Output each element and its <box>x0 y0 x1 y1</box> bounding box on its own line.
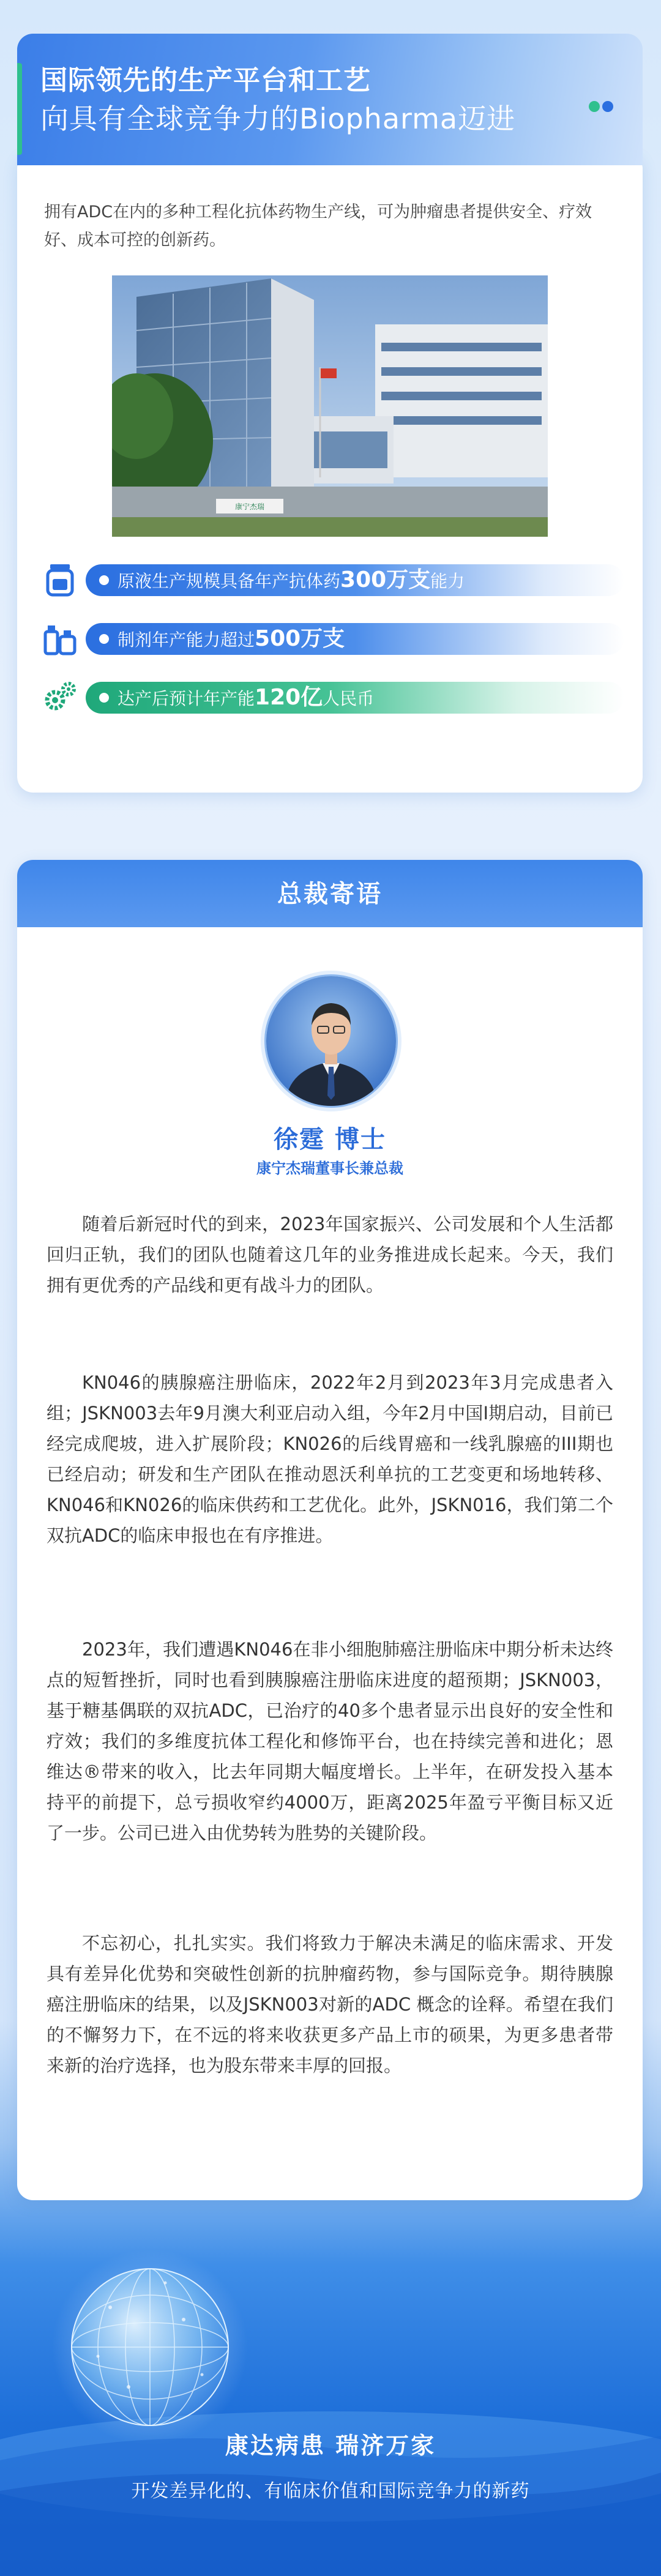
stat-row-capacity <box>42 678 592 716</box>
stat-3-prefix: 达产后预计年产能 <box>118 689 255 709</box>
factory-building-photo <box>112 275 548 537</box>
message-paragraph: 随着后新冠时代的到来，2023年国家振兴、公司发展和个人生活都回归正轨，我们的团队也随着这几年的业务推进成长起来。今天，我们拥有更优秀的产品线和更有战斗力的团队。 <box>47 1214 613 1296</box>
decorative-dots <box>586 101 613 114</box>
stat-1-prefix: 原液生产规模具备年产抗体药 <box>118 571 341 591</box>
ceo-role: 康宁杰瑞董事长兼总裁 <box>256 1160 403 1177</box>
vials-icon <box>42 619 78 657</box>
stat-row-production <box>42 561 592 599</box>
bioreactor-tank-icon <box>42 561 78 599</box>
section-1-title-line2: 向具有全球竞争力的Biopharma迈进 <box>40 102 516 135</box>
stat-2-prefix: 制剂年产能力超过 <box>118 630 255 650</box>
gears-icon <box>42 678 78 716</box>
footer-slogan: 康达病患 瑞济万家 <box>225 2432 436 2459</box>
stat-1-suffix: 能力 <box>430 571 465 591</box>
footer-globe-graphic <box>0 2203 661 2576</box>
ceo-portrait <box>264 974 398 1108</box>
stat-2-value: 500万支 <box>255 626 345 651</box>
section-1-title-line1: 国际领先的生产平台和工艺 <box>40 65 371 96</box>
footer-tagline: 开发差异化的、有临床价值和国际竞争力的新药 <box>131 2481 530 2502</box>
stat-1-value: 300万支 <box>340 567 431 592</box>
message-paragraph: 不忘初心，扎扎实实。我们将致力于解决未满足的临床需求、开发具有差异化优势和突破性创新的抗肿瘤药物，参与国际竞争。期待胰腺癌注册临床的结果，以及JSKN003对新的ADC 概念的诠释。希望在我们的不懈努力下，在不远的将来收获更多产品上市的硕果，为更多患者带来新的治疗选择，也为股东带来丰厚的回报。 <box>47 1933 613 2076</box>
section-2-header <box>17 860 643 927</box>
production-platform-card <box>17 153 643 793</box>
stat-3-suffix: 人民币 <box>323 689 375 709</box>
platform-intro: 拥有ADC在内的多种工程化抗体药物生产线，可为肿瘤患者提供安全、疗效好、成本可控的创新药。 <box>44 203 592 250</box>
section-1-header <box>17 34 643 165</box>
message-paragraph: KN046的胰腺癌注册临床，2022年2月到2023年3月完成患者入组；JSKN003去年9月澳大利亚启动入组，今年2月中国I期启动，目前已经完成爬坡，进入扩展阶段；KN026的后线胃癌和一线乳腺癌的III期也已经启动；研发和生产团队在推动恩沃利单抗的工艺变更和场地转移、KN046和KN026的临床供药和工艺优化。此外，JSKN016，我们第二个双抗ADC的临床申报也在有序推进。 <box>47 1372 613 1546</box>
building-sign-text: 康宁杰瑞 <box>234 502 265 511</box>
stat-row-formulation <box>42 619 592 657</box>
ceo-message-card <box>17 860 643 2200</box>
section-2-title: 总裁寄语 <box>277 880 383 908</box>
stat-3-value: 120亿 <box>255 685 323 710</box>
message-paragraph: 2023年，我们遭遇KN046在非小细胞肺癌注册临床中期分析未达终点的短暂挫折，同时也看到胰腺癌注册临床进度的超预期；JSKN003，基于糖基偶联的双抗ADC，已治疗的40多个患者显示出良好的安全性和疗效；我们的多维度抗体工程化和修饰平台，也在持续完善和进化；恩维达®带来的收入，比去年同期大幅度增长。上半年，在研发投入基本持平的前提下，总亏损收窄约4000万，距离2025年盈亏平衡目标又近了一步。公司已进入由优势转为胜势的关键阶段。 <box>47 1639 613 1843</box>
ceo-name: 徐霆 博士 <box>274 1126 386 1154</box>
accent-bar <box>17 63 22 155</box>
